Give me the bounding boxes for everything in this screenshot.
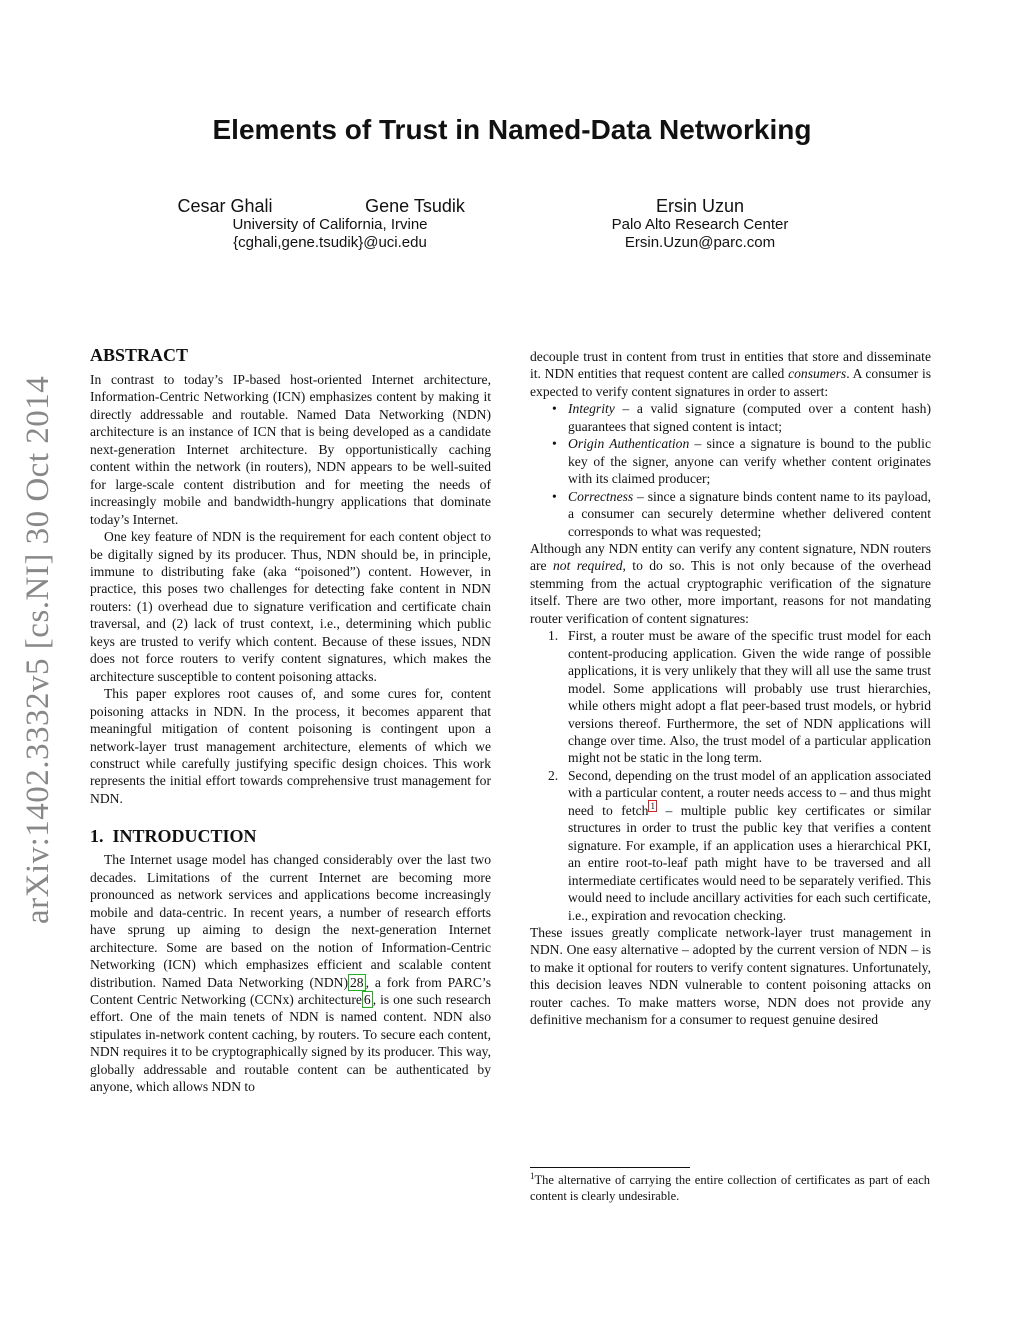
author-name: Gene Tsudik: [365, 196, 465, 216]
arxiv-identifier: arXiv:1402.3332v5 [cs.NI] 30 Oct 2014: [20, 375, 56, 924]
abstract-paragraph: This paper explores root causes of, and some cures for, content poisoning attacks in NDN. In the process, it becomes apparent that meaningful mitigation of content poisoning is contingent upon a network-layer trust management architecture, elements of which we construct while carefully justifying specific design choices. This work represents the initial effort towards comprehensive trust management for NDN.: [90, 686, 491, 806]
list-item: • Integrity – a valid signature (computed over a content hash) guarantees that signed content is intact;: [530, 400, 931, 435]
introduction-heading: [90, 825, 491, 847]
footnote-link[interactable]: 1: [650, 801, 655, 812]
author-affiliation: Palo Alto Research Center: [611, 216, 789, 233]
body-paragraph: decouple trust in content from trust in entities that store and disseminate it. NDN entities that request content are called consumers. A consumer is expected to verify content signatures in order to assert:: [530, 349, 932, 399]
author-ghali: [170, 196, 280, 216]
body-paragraph: These issues greatly complicate network-layer trust management in NDN. One easy alternative – adopted by the current version of NDN – is to make it optional for routers to verify content signatures. Unfortunately, this decision leaves NDN vulnerable to content poisoning attacks on router caches. To make matters worse, NDN does not provide any definitive mechanism for a consumer to request genuine desired: [530, 924, 931, 1028]
list-item: 2. Second, depending on the trust model of an application associated with a particular content, a router needs access to – and thus might need to fetch $^1$ – multiple public key certificates or similar structures in order to trust the public key that verifies a content signature. For example, if an application uses a hierarchical PKI, an entire root-to-leaf path might have to be traversed and all intermediate certificates would need to be separately verified. This would need to include ancillary activities for each such certificate, i.e., expiration and revocation checking.: [548, 767, 931, 923]
paper-title: Elements of Trust in Named-Data Networking: [212, 114, 812, 145]
list-item: • Correctness – since a signature binds content name to its payload, a consumer can securely determine whether delivered content corresponds to what was requested;: [530, 488, 931, 540]
author-email: Ersin.Uzun@parc.com: [624, 234, 776, 251]
footnote-divider: [530, 1167, 690, 1168]
footnote: $^1$The alternative of carrying the entire collection of certificates as part of each content is clearly undesirable.: [530, 1170, 930, 1203]
citation-link[interactable]: 6: [363, 991, 371, 1007]
abstract-paragraph: In contrast to today’s IP-based host-oriented Internet architecture, Information-Centric Networking (ICN) emphasizes content by making it directly addressable and routable. Named Data Networking (NDN) architecture is an instance of ICN that is being developed as a candidate next-generation Internet architecture. By opportunistically caching content within the network (in routers), NDN appears to be well-suited for large-scale content distribution and for meeting the needs of increasingly mobile and bandwidth-hungry applications that dominate today’s Internet.: [90, 372, 491, 527]
author-affiliation: University of California, Irvine: [232, 216, 428, 233]
section-title: INTRODUCTION: [112, 826, 257, 847]
abstract-paragraph: One key feature of NDN is the requirement for each content object to be digitally signed by its producer. Thus, NDN should be, in principle, immune to distributing fake (aka “poisoned”) content. However, in practice, this poses two challenges for detecting fake content in NDN routers: (1) overhead due to signature verification and certificate chain traversal, and (2) lack of trust context, i.e., determining which public keys are trusted to verify which content. Because of these issues, NDN does not force routers to verify content signatures, which makes the architecture susceptible to content poisoning attacks.: [90, 529, 491, 684]
abstract-heading: ABSTRACT: [90, 345, 189, 365]
author-name: Ersin Uzun: [655, 196, 745, 216]
author-tsudik: [350, 196, 480, 216]
body-paragraph: Although any NDN entity can verify any content signature, NDN routers are not required, to do so. This is not only because of the overhead stemming from the actual cryptographic verification of the signature itself. There are two other, more important, reasons for not mandating router verification of content signatures:: [530, 540, 931, 626]
section-number: 1.: [90, 826, 104, 847]
author-uzun: [560, 196, 840, 252]
introduction-paragraph: The Internet usage model has changed considerably over the last two decades. Limitations of the current Internet are becoming more pronounced as network services and applications become increasingly mobile and data-centric. In recent years, a number of research efforts have sprung up aiming to design the next-generation Internet architecture. Some are based on the notion of Information-Centric Networking (ICN) which emphasizes efficient and scalable content distribution. Named Data Networking (NDN) 28 , a fork from PARC’s Content Centric Networking (CCNx) architecture 6 , is one such research effort. One of the main tenets of NDN is named content. NDN also stipulates in-network content caching, by routers. To secure each content, NDN requires it to be cryptographically signed by its producer. This way, globally addressable and routable content can be authenticated by anyone, which allows NDN to: [90, 852, 491, 1095]
left-column: [90, 344, 491, 1096]
reasons-list: [530, 627, 931, 924]
uci-affiliation-block: [160, 216, 500, 252]
property-list: [530, 400, 931, 540]
list-item: • Origin Authentication – since a signature is bound to the public key of the signer, anyone can verify whether content originates with its claimed producer;: [530, 435, 931, 487]
author-email: {cghali,gene.tsudik}@uci.edu: [233, 234, 427, 251]
author-name: Cesar Ghali: [177, 196, 273, 216]
right-column: [530, 348, 931, 1029]
list-item: 1. First, a router must be aware of the specific trust model for each content-producing application. Given the wide range of possible applications, it is very unlikely that they will all use the same trust model. Some applications will probably use trust hierarchies, while others might adopt a flat peer-based trust models, or hybrid versions thereof. Furthermore, the set of NDN applications will change over time. Also, the trust model of a particular application might not be static in the long term.: [548, 628, 931, 766]
citation-link[interactable]: 28: [350, 974, 364, 990]
